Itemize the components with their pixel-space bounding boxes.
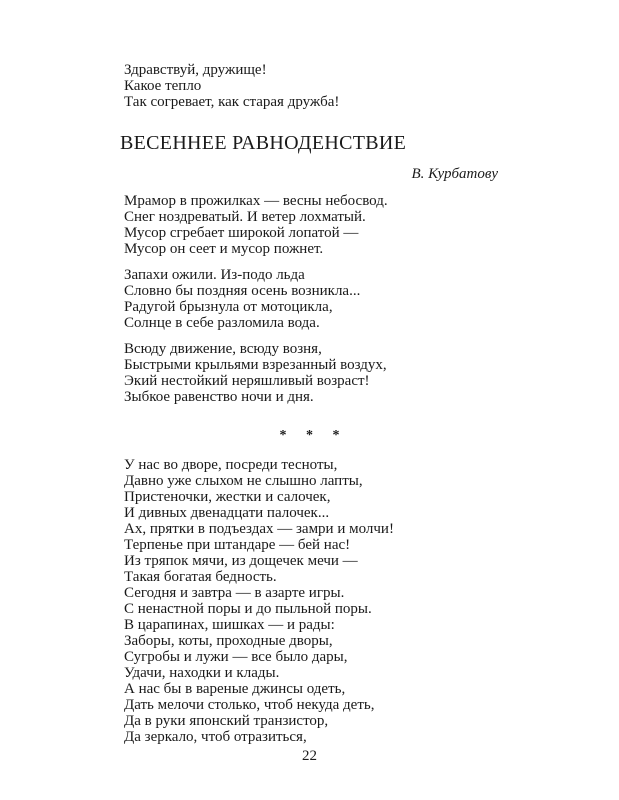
verse-line: Сугробы и лужи — все было дары, bbox=[124, 649, 348, 665]
verse-line: Словно бы поздняя осень возникла... bbox=[124, 283, 361, 299]
verse-line: Пристеночки, жестки и салочек, bbox=[124, 489, 331, 505]
verse-line: Запахи ожили. Из-подо льда bbox=[124, 267, 305, 283]
verse-line: Из тряпок мячи, из дощечек мечи — bbox=[124, 553, 358, 569]
verse-line: Какое тепло bbox=[124, 78, 202, 94]
verse-line: Сегодня и завтра — в азарте игры. bbox=[124, 585, 345, 601]
page-number: 22 bbox=[302, 748, 317, 764]
verse-line: Снег ноздреватый. И ветер лохматый. bbox=[124, 209, 366, 225]
poem-title: ВЕСЕННЕЕ РАВНОДЕНСТВИЕ bbox=[120, 132, 407, 154]
verse-line: Да зеркало, чтоб отразиться, bbox=[124, 729, 307, 745]
verse-line: Терпенье при штандаре — бей нас! bbox=[124, 537, 351, 553]
verse-line: У нас во дворе, посреди тесноты, bbox=[124, 457, 338, 473]
verse-line: Зыбкое равенство ночи и дня. bbox=[124, 389, 314, 405]
verse-line: Заборы, коты, проходные дворы, bbox=[124, 633, 333, 649]
verse-line: Такая богатая бедность. bbox=[124, 569, 277, 585]
verse-line: Быстрыми крыльями взрезанный воздух, bbox=[124, 357, 387, 373]
verse-line: Удачи, находки и клады. bbox=[124, 665, 280, 681]
section-separator: * * * bbox=[279, 428, 348, 443]
verse-line: А нас бы в вареные джинсы одеть, bbox=[124, 681, 346, 697]
verse-line: Давно уже слыхом не слышно лапты, bbox=[124, 473, 363, 489]
verse-line: Так согревает, как старая дружба! bbox=[124, 94, 340, 110]
verse-line: Мрамор в прожилках — весны небосвод. bbox=[124, 193, 388, 209]
verse-line: В царапинах, шишках — и рады: bbox=[124, 617, 335, 633]
dedication: В. Курбатову bbox=[411, 166, 498, 182]
verse-line: Дать мелочи столько, чтоб некуда деть, bbox=[124, 697, 375, 713]
verse-line: Здравствуй, дружище! bbox=[124, 62, 267, 78]
verse-line: И дивных двенадцати палочек... bbox=[124, 505, 330, 521]
verse-line: С ненастной поры и до пыльной поры. bbox=[124, 601, 372, 617]
verse-line: Да в руки японский транзистор, bbox=[124, 713, 329, 729]
verse-line: Мусор он сеет и мусор пожнет. bbox=[124, 241, 324, 257]
verse-line: Солнце в себе разломила вода. bbox=[124, 315, 320, 331]
verse-line: Радугой брызнула от мотоцикла, bbox=[124, 299, 333, 315]
verse-line: Мусор сгребает широкой лопатой — bbox=[124, 225, 359, 241]
verse-line: Ах, прятки в подъездах — замри и молчи! bbox=[124, 521, 394, 537]
verse-line: Экий нестойкий неряшливый возраст! bbox=[124, 373, 370, 389]
verse-line: Всюду движение, всюду возня, bbox=[124, 341, 322, 357]
